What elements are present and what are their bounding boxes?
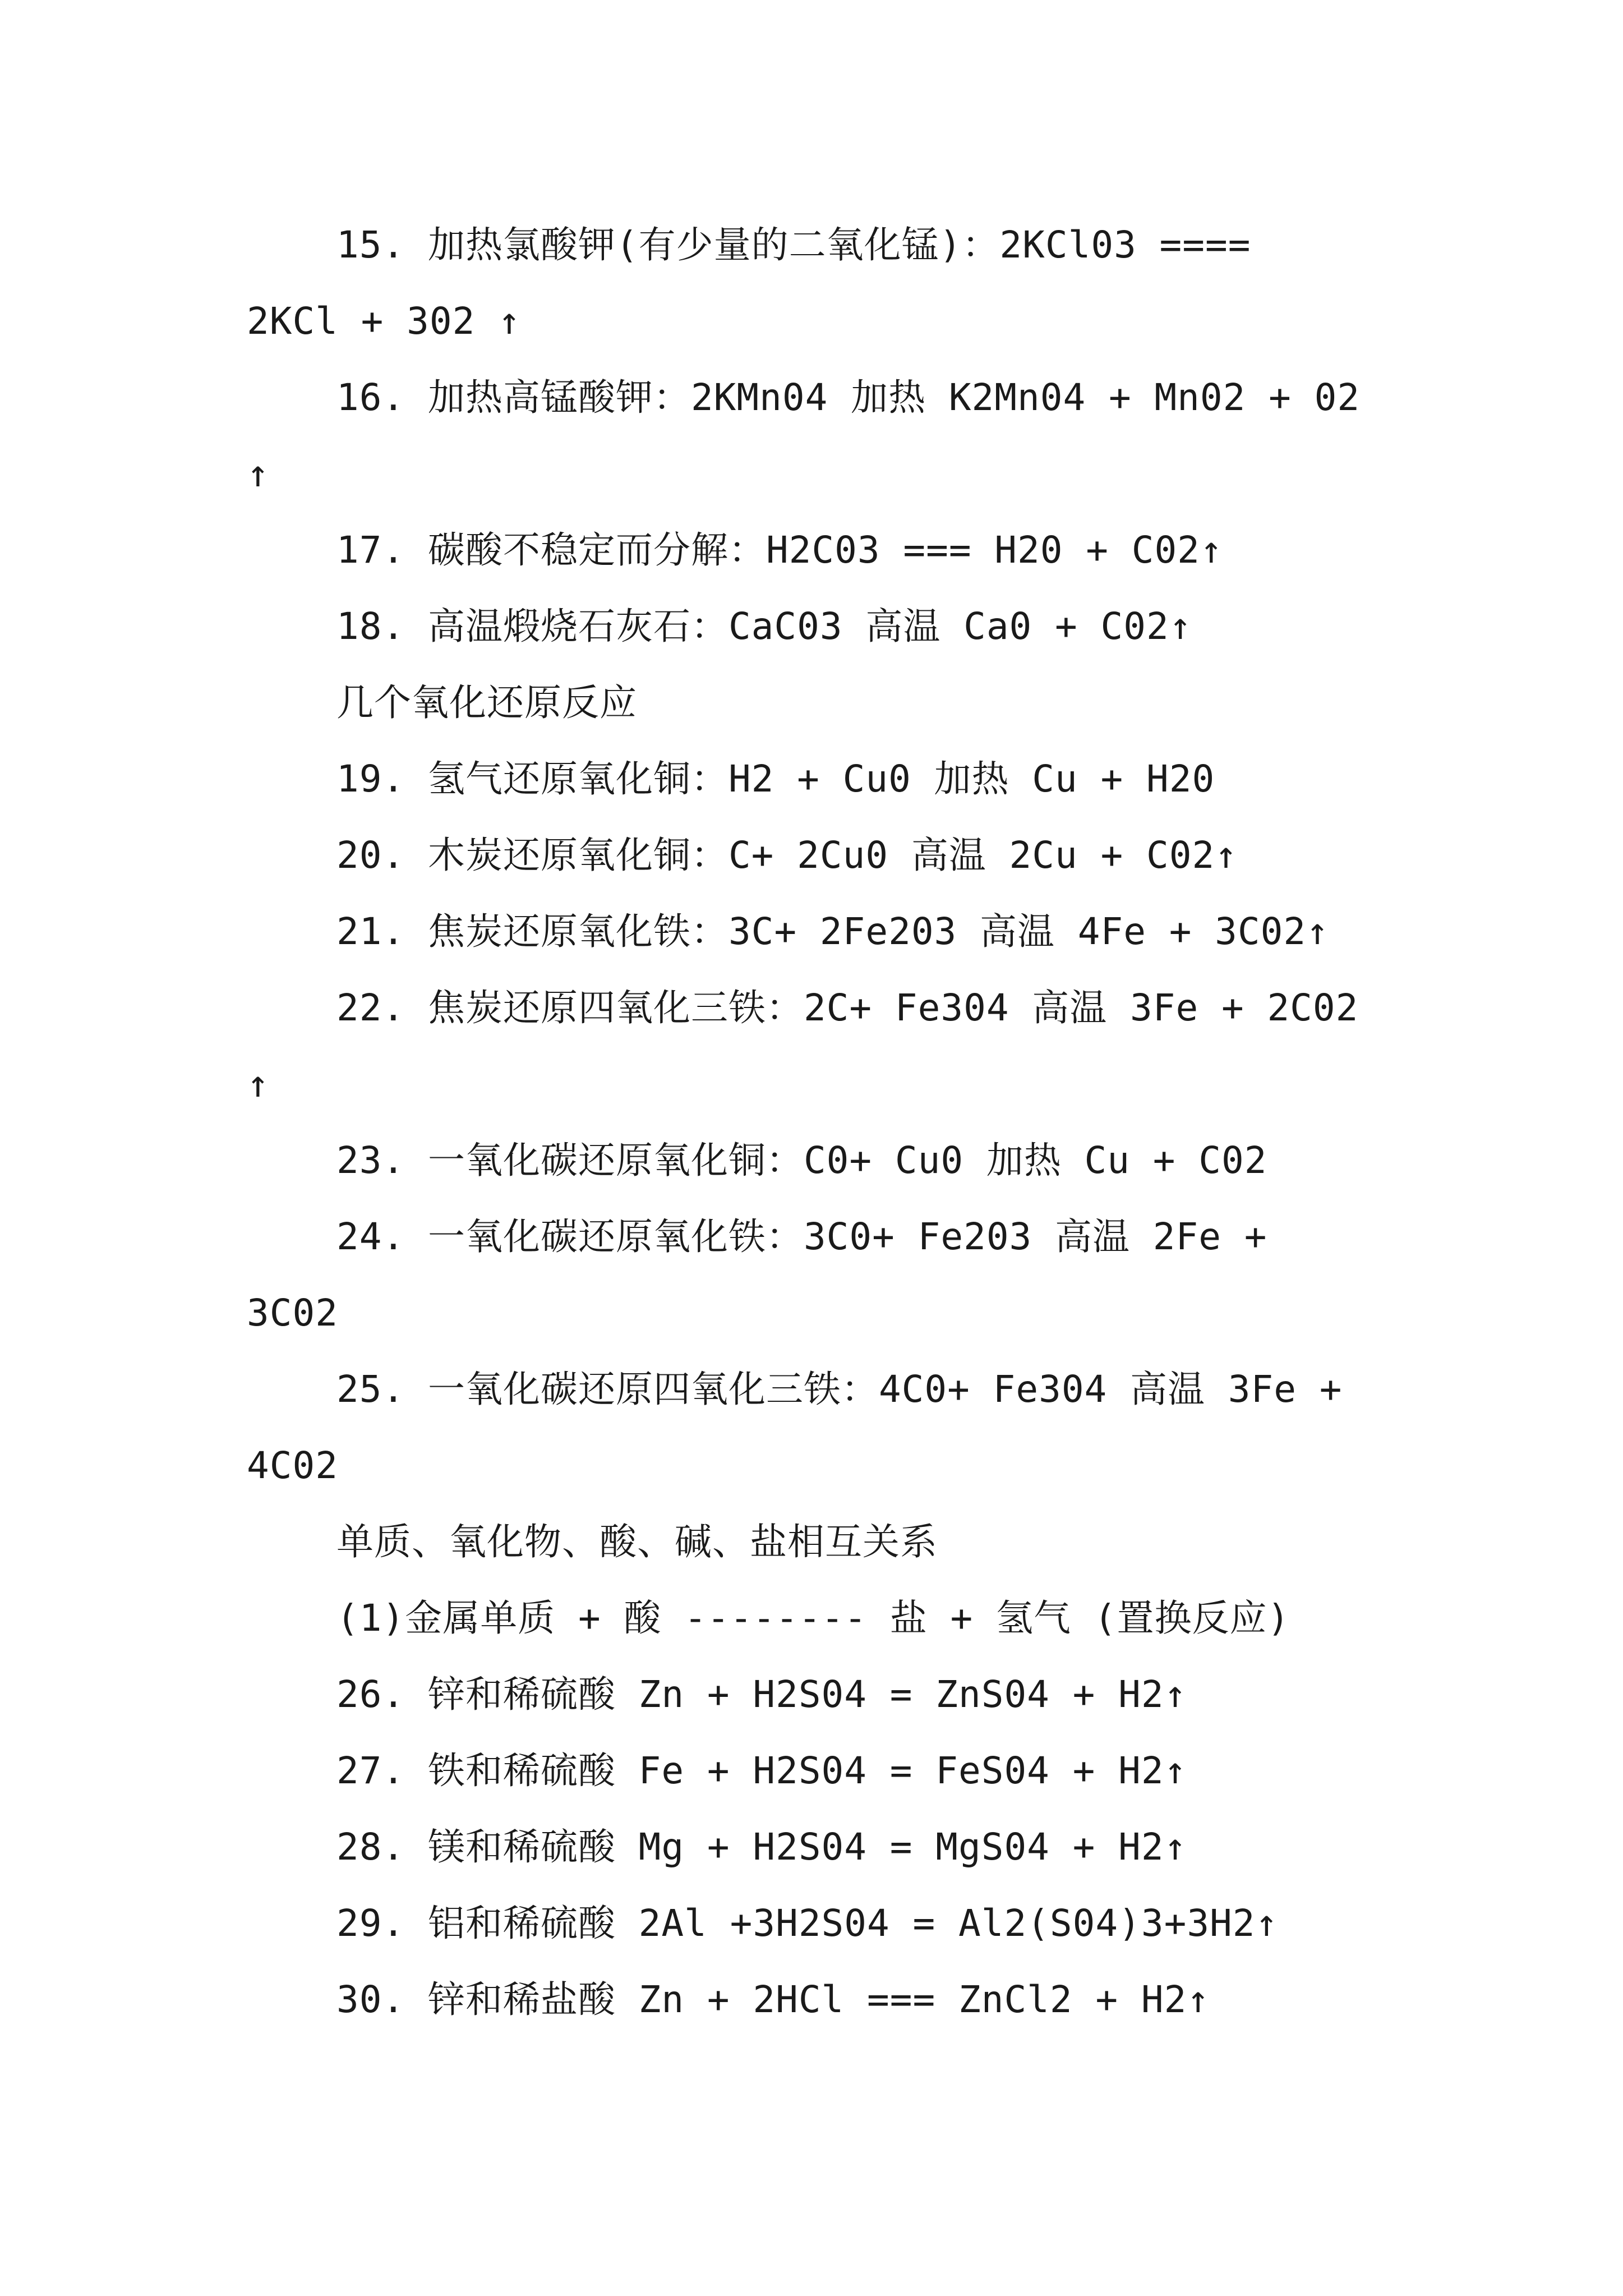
equation-25: 25. 一氧化碳还原四氧化三铁：4C0+ Fe304 高温 3Fe +	[336, 1368, 1343, 1411]
equation-30: 30. 锌和稀盐酸 Zn + 2HCl === ZnCl2 + H2↑	[336, 1978, 1210, 2021]
equation-15: 15. 加热氯酸钾(有少量的二氧化锰)：2KCl03 ====	[336, 223, 1251, 266]
equation-16: 16. 加热高锰酸钾：2KMn04 加热 K2Mn04 + Mn02 + 02	[336, 376, 1361, 419]
equation-22: 22. 焦炭还原四氧化三铁：2C+ Fe304 高温 3Fe + 2C02	[336, 986, 1359, 1029]
equation-15-continuation: 2KCl + 302 ↑	[247, 300, 521, 343]
equation-25-continuation: 4C02	[247, 1444, 338, 1487]
equation-17: 17. 碳酸不稳定而分解：H2C03 === H20 + C02↑	[336, 528, 1223, 572]
equation-24: 24. 一氧化碳还原氧化铁：3C0+ Fe203 高温 2Fe +	[336, 1215, 1267, 1258]
equation-19: 19. 氢气还原氧化铜：H2 + Cu0 加热 Cu + H20	[336, 757, 1215, 800]
equation-27: 27. 铁和稀硫酸 Fe + H2S04 = FeS04 + H2↑	[336, 1749, 1187, 1792]
section-heading-relations: 单质、氧化物、酸、碱、盐相互关系	[336, 1520, 938, 1563]
equation-23: 23. 一氧化碳还原氧化铜：C0+ Cu0 加热 Cu + C02	[336, 1139, 1267, 1182]
equation-24-continuation: 3C02	[247, 1291, 338, 1335]
equation-28: 28. 镁和稀硫酸 Mg + H2S04 = MgS04 + H2↑	[336, 1825, 1187, 1869]
equation-16-continuation: ↑	[247, 452, 270, 495]
equation-18: 18. 高温煅烧石灰石：CaC03 高温 Ca0 + C02↑	[336, 605, 1192, 648]
equation-29: 29. 铝和稀硫酸 2Al +3H2S04 = Al2(S04)3+3H2↑	[336, 1902, 1279, 1945]
section-heading-redox: 几个氧化还原反应	[336, 681, 637, 724]
equation-22-continuation: ↑	[247, 1062, 270, 1106]
equation-21: 21. 焦炭还原氧化铁：3C+ 2Fe203 高温 4Fe + 3C02↑	[336, 910, 1329, 953]
equation-20: 20. 木炭还原氧化铜：C+ 2Cu0 高温 2Cu + C02↑	[336, 834, 1238, 877]
equation-26: 26. 锌和稀硫酸 Zn + H2S04 = ZnS04 + H2↑	[336, 1673, 1187, 1716]
subsection-metal-acid: (1)金属单质 + 酸 -------- 盐 + 氢气 (置换反应)	[336, 1596, 1290, 1640]
